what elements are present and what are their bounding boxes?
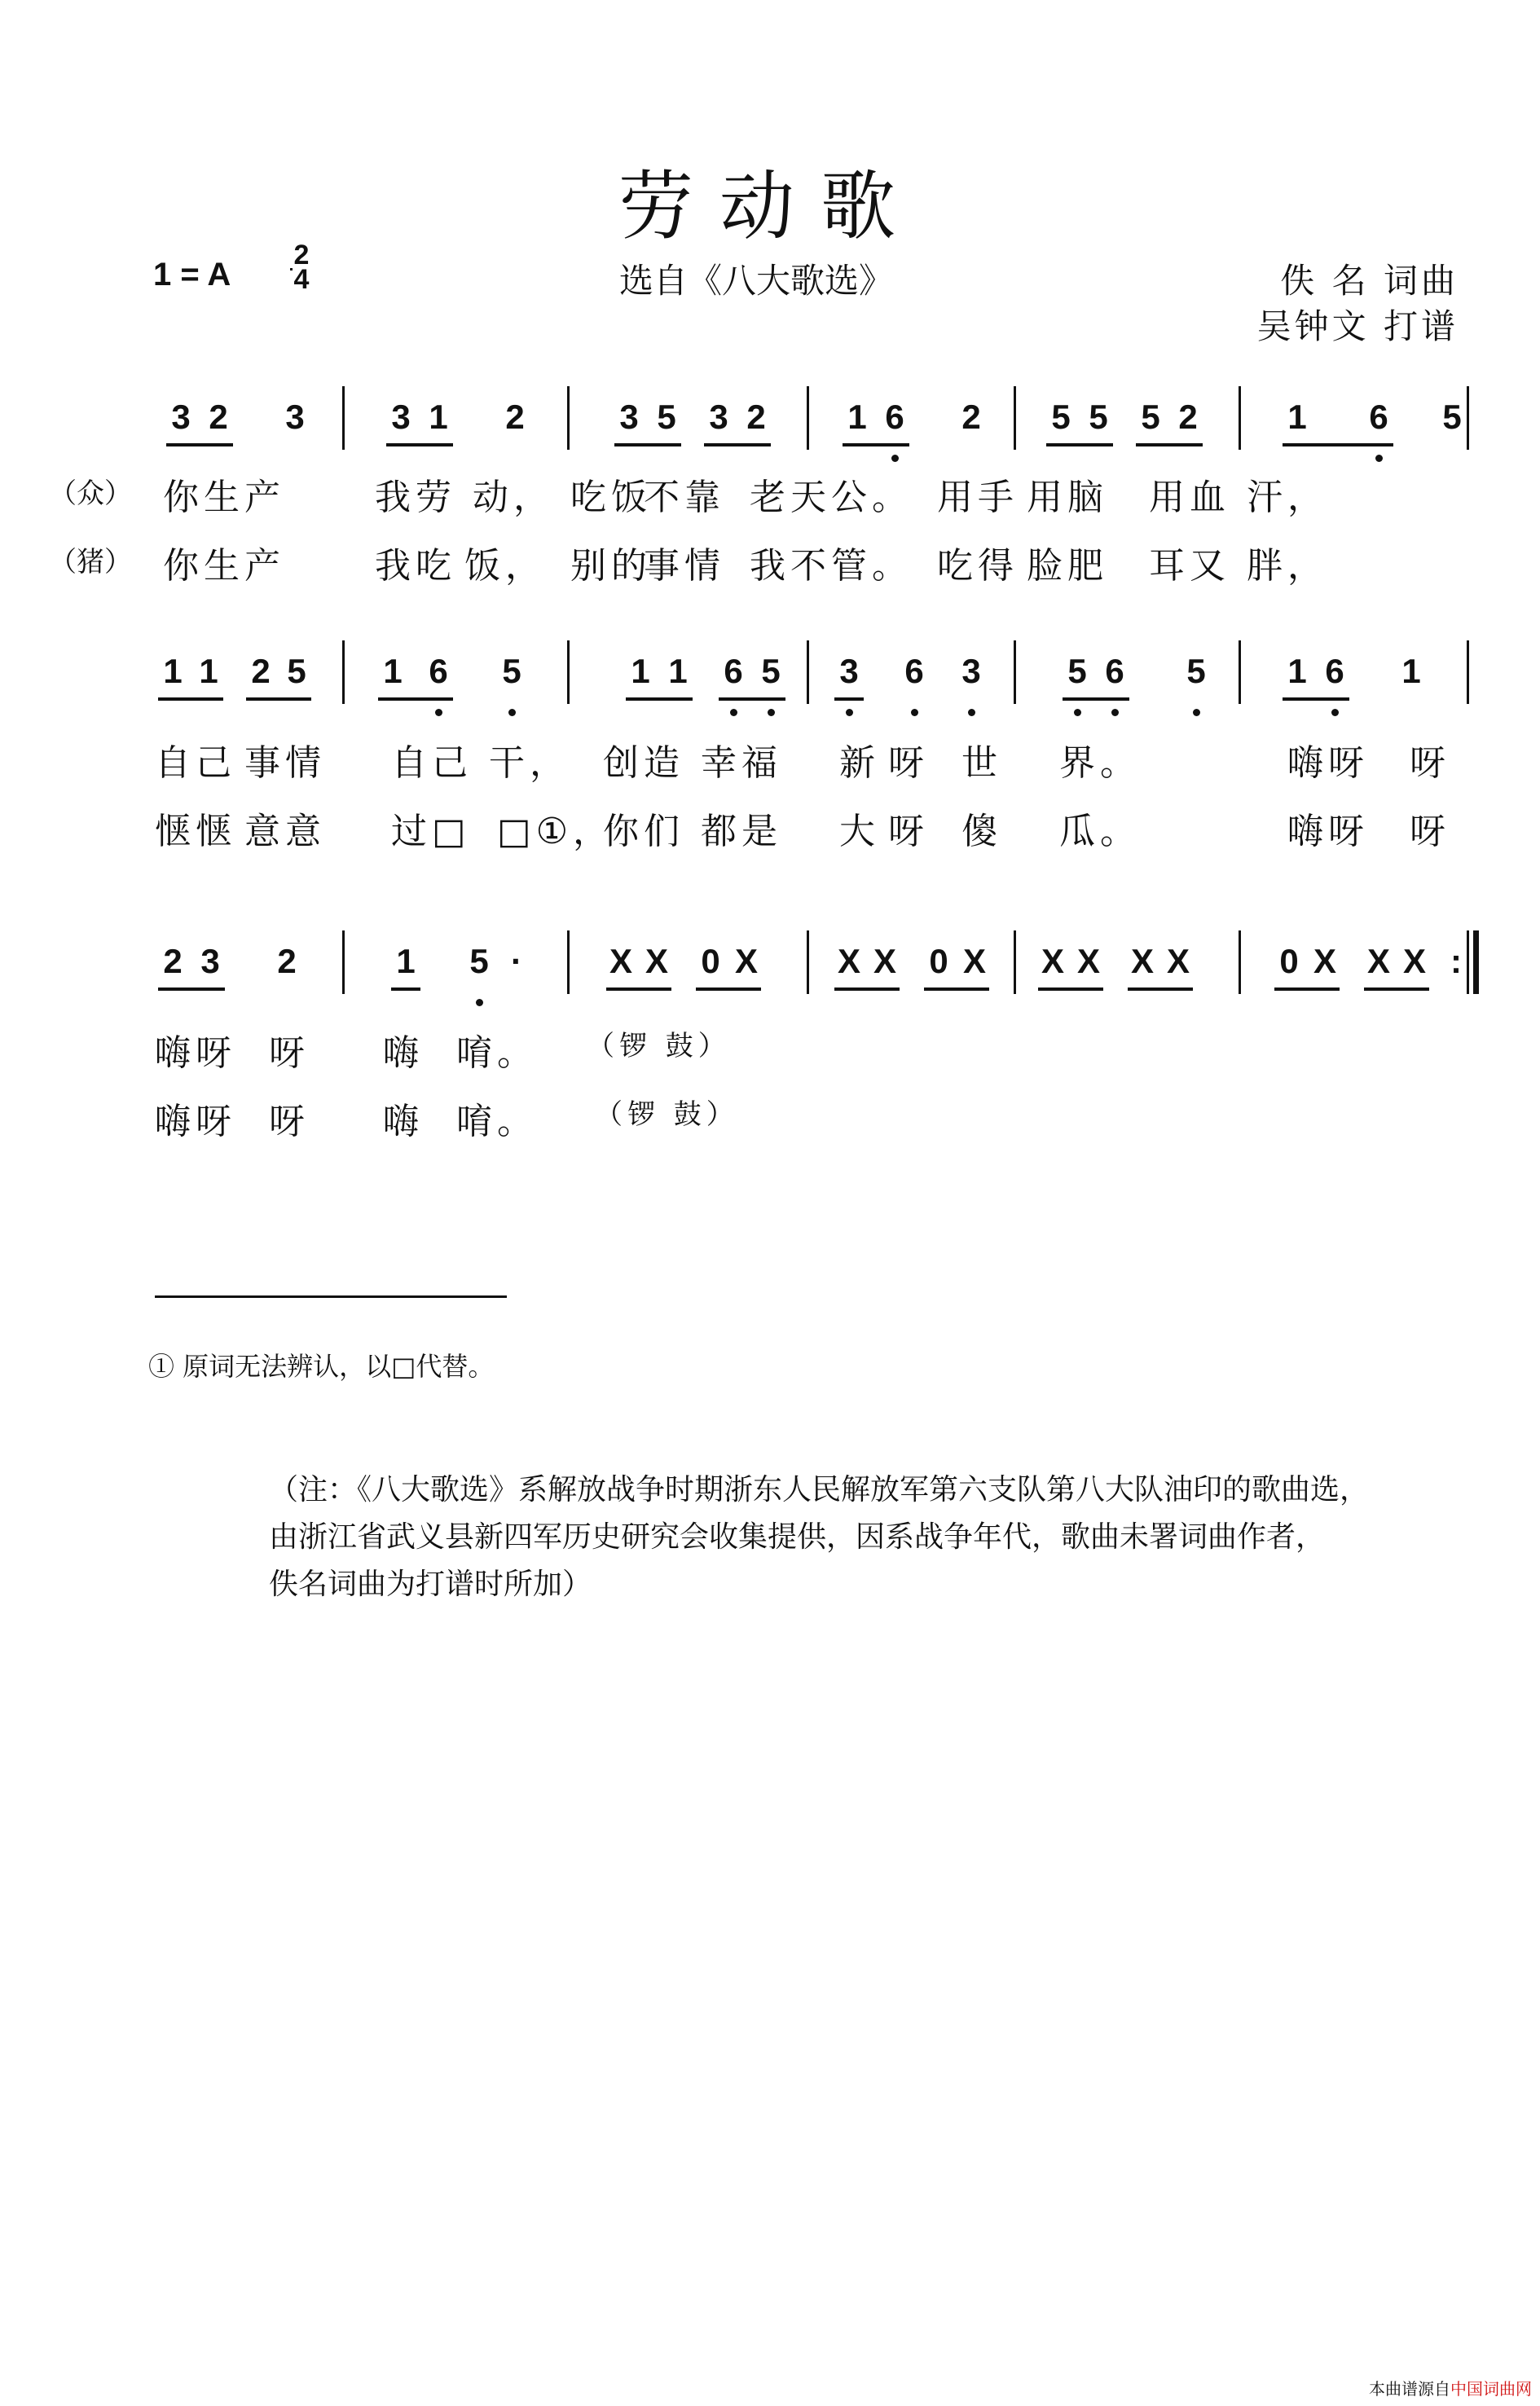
octave-dot [1074, 709, 1081, 716]
beam-underline [158, 697, 223, 701]
lyric-syllable: 呀 [269, 1032, 310, 1074]
lyric-syllable: 用手 [937, 477, 1019, 518]
note: 5 [1067, 652, 1087, 690]
time-signature-top: 2 [293, 240, 310, 271]
lyric-syllable: （锣 鼓） [595, 1098, 739, 1131]
lyric-syllable: 傻 [961, 811, 1002, 852]
note: 5 [1051, 398, 1071, 436]
lyric-syllable: 都是 [701, 811, 782, 852]
lyric-syllable: 产 [244, 545, 285, 587]
beam-underline [696, 987, 761, 991]
note: 1 [1401, 652, 1421, 690]
note: 6 [1325, 652, 1344, 690]
beam-underline [166, 443, 233, 446]
note: 2 [961, 398, 981, 436]
voice-label: （众） [49, 477, 132, 510]
barline [567, 930, 570, 994]
note: 3 [200, 942, 220, 980]
note: 3 [961, 652, 981, 690]
note: 5 [1089, 398, 1108, 436]
footnote: ① 原词无法辨认，以□代替。 [148, 1351, 495, 1382]
lyric-syllable: 不靠 [644, 477, 725, 518]
lyric-syllable: 老天 [750, 477, 831, 518]
note: 3 [391, 398, 411, 436]
lyric-syllable: 创造 [603, 742, 684, 784]
barline [807, 640, 809, 704]
editor-note-line: 由浙江省武义县新四军历史研究会收集提供，因系战争年代，歌曲未署词曲作者， [269, 1520, 1326, 1554]
barline [1473, 930, 1479, 994]
beam-underline [834, 987, 900, 991]
note: X [1402, 942, 1426, 980]
note: 6 [904, 652, 924, 690]
note: X [1366, 942, 1390, 980]
barline [1467, 640, 1469, 704]
note: 2 [277, 942, 297, 980]
time-signature [290, 240, 313, 295]
lyric-syllable: 事情 [244, 742, 326, 784]
note: X [645, 942, 668, 980]
barline [1014, 640, 1016, 704]
song-title: 劳动歌 [618, 163, 922, 250]
lyric-syllable: 动， [473, 477, 554, 518]
note: X [609, 942, 632, 980]
octave-dot [1375, 455, 1383, 462]
key-signature: 1 = A [153, 257, 231, 293]
barline [1239, 640, 1241, 704]
watermark-site-name: 中国词曲网 [1450, 2379, 1532, 2399]
lyric-syllable: 饭， [464, 545, 546, 587]
watermark-prefix: 本曲谱源自 [1369, 2379, 1450, 2399]
octave-dot [968, 709, 975, 716]
lyric-syllable: 自己 [155, 742, 236, 784]
lyric-syllable: 我不 [750, 545, 831, 587]
note: 1 [199, 652, 218, 690]
beam-underline [704, 443, 771, 446]
lyric-syllable: 别的 [570, 545, 652, 587]
beam-underline [834, 697, 864, 701]
octave-dot [508, 709, 516, 716]
note: X [1041, 942, 1064, 980]
note: 1 [1287, 652, 1307, 690]
note: 5 [1186, 652, 1206, 690]
beam-underline [924, 987, 989, 991]
lyric-syllable: 嗨呀 [1287, 742, 1369, 784]
octave-dot [768, 709, 775, 716]
beam-underline [606, 987, 671, 991]
note: 3 [171, 398, 191, 436]
note: 1 [396, 942, 416, 980]
beam-underline [378, 697, 453, 701]
note: 6 [1105, 652, 1124, 690]
note: 2 [251, 652, 271, 690]
note: X [873, 942, 896, 980]
note: 2 [746, 398, 766, 436]
note: X [1130, 942, 1154, 980]
editor-note [269, 1467, 1369, 1608]
note: 1 [163, 652, 183, 690]
lyric-syllable: 惬惬 [155, 811, 236, 852]
lyric-syllable: 呀 [888, 811, 929, 852]
note: 1 [1287, 398, 1307, 436]
lyricist-credit: 佚 名 词曲 [1280, 261, 1459, 301]
site-watermark [1369, 2376, 1532, 2399]
note: 6 [724, 652, 743, 690]
note: 3 [839, 652, 859, 690]
note: 5 [1141, 398, 1160, 436]
note: X [1076, 942, 1100, 980]
voice-label: （猪） [49, 546, 132, 578]
beam-underline [843, 443, 909, 446]
note: 3 [709, 398, 728, 436]
lyric-syllable: 嗨呀 [155, 1101, 236, 1142]
note: 5 [657, 398, 676, 436]
lyric-syllable: 唷。 [456, 1101, 538, 1142]
beam-underline [719, 697, 785, 701]
transcriber-credit: 吴钟文 打谱 [1256, 306, 1459, 346]
beam-underline [386, 443, 453, 446]
lyric-syllable: 呀 [888, 742, 929, 784]
lyric-syllable: □①， [497, 811, 614, 852]
octave-dot [730, 709, 737, 716]
lyric-syllable: 呀 [1410, 742, 1450, 784]
octave-dot [1193, 709, 1200, 716]
note: 1 [668, 652, 688, 690]
note: 1 [383, 652, 403, 690]
lyric-syllable: 嗨呀 [1287, 811, 1369, 852]
lyric-syllable: 过□ [391, 811, 471, 852]
note: 5 [469, 942, 489, 980]
barline [807, 386, 809, 450]
lyric-syllable: 你生 [163, 477, 244, 518]
beam-underline [1038, 987, 1103, 991]
barline [342, 640, 345, 704]
note: 3 [619, 398, 639, 436]
note: X [1313, 942, 1336, 980]
lyric-syllable: 我劳 [375, 477, 456, 518]
barline [1014, 386, 1016, 450]
barline [567, 386, 570, 450]
octave-dot [1331, 709, 1339, 716]
barline [342, 386, 345, 450]
octave-dot [1111, 709, 1119, 716]
note: 2 [505, 398, 525, 436]
lyric-syllable: 吃饭 [570, 477, 652, 518]
lyric-syllable: 嗨呀 [155, 1032, 236, 1074]
source-note: 选自《八大歌选》 [619, 261, 894, 301]
note: 5 [502, 652, 521, 690]
lyric-syllable: 用血 [1149, 477, 1230, 518]
barline [1467, 386, 1469, 450]
lyric-syllable: 自己 [391, 742, 473, 784]
barline [807, 930, 809, 994]
note: X [1166, 942, 1190, 980]
note: X [837, 942, 860, 980]
beam-underline [1283, 697, 1349, 701]
lyric-syllable: 汗， [1247, 477, 1328, 518]
repeat-sign: : [1450, 942, 1462, 980]
lyric-syllable: 公。 [831, 477, 913, 518]
lyric-syllable: 脸肥 [1027, 545, 1108, 587]
beam-underline [1136, 443, 1203, 446]
lyric-syllable: 胖， [1247, 545, 1328, 587]
lyric-syllable: 干， [489, 742, 570, 784]
beam-underline [246, 697, 311, 701]
note: 2 [163, 942, 183, 980]
beam-underline [1274, 987, 1340, 991]
lyric-syllable: 呀 [1410, 811, 1450, 852]
lyric-syllable: 呀 [269, 1101, 310, 1142]
octave-dot [435, 709, 442, 716]
note: X [734, 942, 758, 980]
note: 3 [285, 398, 305, 436]
lyric-syllable: 意意 [244, 811, 326, 852]
lyric-syllable: 新 [839, 742, 880, 784]
editor-note-line: 佚名词曲为打谱时所加） [269, 1568, 592, 1601]
beam-underline [626, 697, 693, 701]
note: 2 [1178, 398, 1198, 436]
lyric-syllable: 吃得 [937, 545, 1019, 587]
lyric-syllable: 唷。 [456, 1032, 538, 1074]
editor-note-line: （注：《八大歌选》系解放战争时期浙东人民解放军第六支队第八大队油印的歌曲选， [269, 1473, 1370, 1506]
note: 5 [761, 652, 781, 690]
lyric-syllable: 你们 [603, 811, 684, 852]
lyric-syllable: 事情 [644, 545, 725, 587]
barline [1239, 386, 1241, 450]
lyric-syllable: 大 [839, 811, 880, 852]
octave-dot [846, 709, 853, 716]
footnote-divider [155, 1295, 507, 1298]
note: 1 [847, 398, 867, 436]
beam-underline [1063, 697, 1129, 701]
lyric-syllable: 耳又 [1149, 545, 1230, 587]
note: 0 [929, 942, 948, 980]
note: · [511, 942, 522, 980]
note: X [962, 942, 986, 980]
lyric-syllable: （锣 鼓） [587, 1030, 731, 1062]
beam-underline [614, 443, 681, 446]
lyric-syllable: 界。 [1059, 742, 1141, 784]
barline [567, 640, 570, 704]
beam-underline [1364, 987, 1429, 991]
beam-underline [1046, 443, 1113, 446]
beam-underline [1283, 443, 1393, 446]
octave-dot [891, 455, 899, 462]
lyric-syllable: 产 [244, 477, 285, 518]
barline [342, 930, 345, 994]
note: 0 [701, 942, 720, 980]
lyric-syllable: 管。 [831, 545, 913, 587]
note: 2 [209, 398, 228, 436]
barline [1239, 930, 1241, 994]
lyric-syllable: 幸福 [701, 742, 782, 784]
octave-dot [911, 709, 918, 716]
note: 1 [631, 652, 650, 690]
lyric-syllable: 瓜。 [1059, 811, 1141, 852]
note: 5 [287, 652, 306, 690]
final-barline-thin [1467, 930, 1469, 994]
note: 1 [429, 398, 448, 436]
lyric-syllable: 你生 [163, 545, 244, 587]
note: 6 [885, 398, 904, 436]
barline [1014, 930, 1016, 994]
beam-underline [391, 987, 420, 991]
lyric-syllable: 我吃 [375, 545, 456, 587]
lyric-syllable: 嗨 [383, 1101, 424, 1142]
note: 6 [1369, 398, 1388, 436]
lyric-syllable: 世 [961, 742, 1002, 784]
lyric-syllable: 用脑 [1027, 477, 1108, 518]
note: 0 [1279, 942, 1299, 980]
note: 5 [1442, 398, 1462, 436]
time-signature-bottom: 4 [293, 264, 310, 295]
lyric-syllable: 嗨 [383, 1032, 424, 1074]
octave-dot [476, 999, 483, 1006]
note: 6 [429, 652, 448, 690]
beam-underline [158, 987, 225, 991]
time-signature-bar [290, 268, 293, 271]
beam-underline [1128, 987, 1193, 991]
